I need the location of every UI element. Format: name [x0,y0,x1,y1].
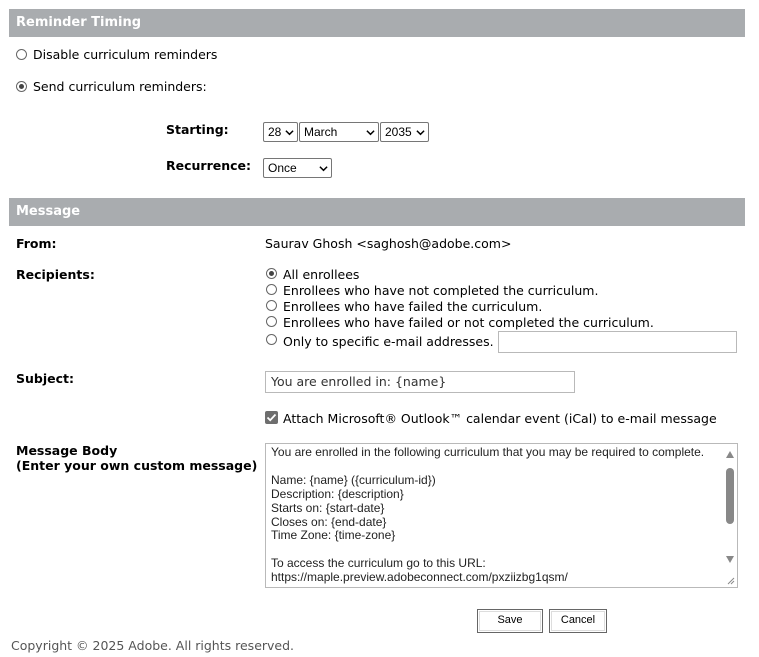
disable-reminders-radio[interactable] [16,49,27,60]
recipient-label-failed-or-not-completed[interactable]: Enrollees who have failed or not completed the curriculum. [283,315,654,330]
send-reminders-label[interactable]: Send curriculum reminders: [33,79,207,94]
message-header: Message [9,198,745,226]
save-button[interactable]: Save [477,609,543,633]
starting-label: Starting: [166,122,229,137]
copyright-footer: Copyright © 2025 Adobe. All rights reserved. [11,638,295,653]
recipient-label-failed[interactable]: Enrollees who have failed the curriculum. [283,299,543,314]
chevron-down-icon [285,128,294,137]
send-reminders-radio[interactable] [16,81,27,92]
day-select[interactable] [263,122,298,142]
disable-reminders-label[interactable]: Disable curriculum reminders [33,47,218,62]
scroll-down-arrow-icon[interactable] [726,556,734,563]
attach-ical-checkbox[interactable] [265,411,278,424]
year-value: 2035 [385,125,412,139]
recipient-radio-failed-or-not-completed[interactable] [266,316,277,327]
day-value: 28 [268,125,282,139]
recipient-label-specific-emails[interactable]: Only to specific e-mail addresses. [283,334,494,349]
recipient-label-all[interactable]: All enrollees [283,267,360,282]
cancel-button[interactable]: Cancel [549,609,607,633]
message-body-label: Message Body [16,443,118,458]
recipient-radio-not-completed[interactable] [266,284,277,295]
month-value: March [304,125,338,139]
specific-emails-input[interactable] [498,331,737,353]
from-label: From: [16,236,57,251]
recipient-radio-failed[interactable] [266,300,277,311]
scroll-thumb[interactable] [726,468,734,524]
scroll-up-arrow-icon[interactable] [726,451,734,458]
message-body-text: You are enrolled in the following curriculum that you may be required to complete. Name: {name} ({curriculum-id}) Description: {description} Starts on: {start-date} Closes on: {end-date} Time Zone: {time-zone} To access the curriculum go to this URL: https://maple.preview.adobeconnect.com/pxziizbg1qsm/ [271,445,705,585]
recipient-radio-specific-emails[interactable] [266,334,277,345]
recurrence-label: Recurrence: [166,158,252,173]
subject-input[interactable]: You are enrolled in: {name} [265,371,575,393]
from-value: Saurav Ghosh <saghosh@adobe.com> [265,236,512,251]
reminder-timing-header: Reminder Timing [9,9,745,37]
chevron-down-icon [416,128,425,137]
textarea-scrollbar[interactable] [723,444,737,587]
message-body-sublabel: (Enter your own custom message) [16,458,258,473]
chevron-down-icon [366,128,375,137]
recipient-radio-all[interactable] [266,268,277,279]
recipients-label: Recipients: [16,267,95,282]
check-icon [265,411,278,424]
resize-grip-icon[interactable] [727,577,735,585]
message-body-textarea[interactable] [265,443,738,588]
recurrence-value: Once [268,161,297,175]
recipient-label-not-completed[interactable]: Enrollees who have not completed the curriculum. [283,283,599,298]
month-select[interactable] [299,122,379,142]
subject-label: Subject: [16,371,74,386]
recurrence-select[interactable] [263,158,332,178]
attach-ical-label[interactable]: Attach Microsoft® Outlook™ calendar event (iCal) to e-mail message [283,411,717,426]
year-select[interactable] [380,122,429,142]
chevron-down-icon [319,164,328,173]
